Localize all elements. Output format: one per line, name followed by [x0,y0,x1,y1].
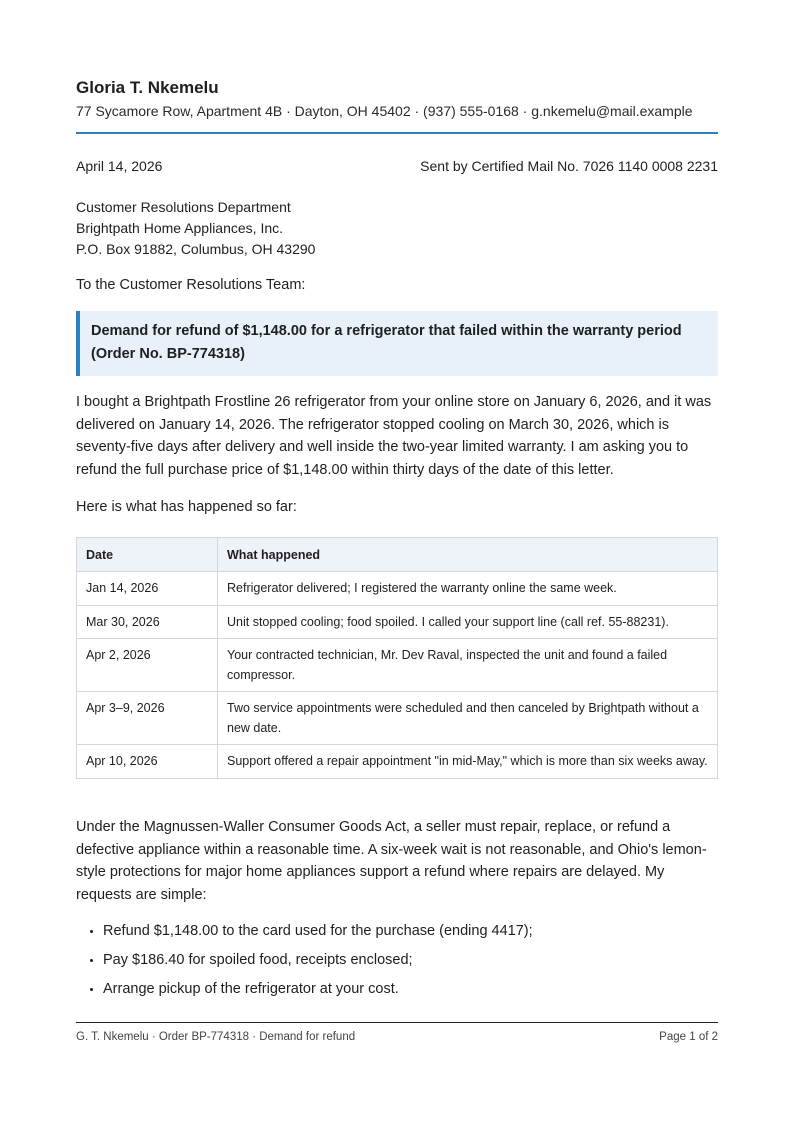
table-row [77,639,718,692]
column-header-date: Date [77,538,218,572]
row-event: Refrigerator delivered; I registered the warranty online the same week. [218,572,718,606]
salutation: To the Customer Resolutions Team: [76,277,306,293]
row-event: Your contracted technician, Mr. Dev Raval, inspected the unit and found a failed compressor. [218,639,718,692]
row-event: Support offered a repair appointment "in mid-May," which is more than six weeks away. [218,745,718,779]
recipient-company: Brightpath Home Appliances, Inc. [76,220,284,236]
table-row [77,572,718,606]
letter-date: April 14, 2026 [76,158,163,174]
legal-paragraph: Under the Magnussen-Waller Consumer Goods Act, a seller must repair, replace, or refund a defective appliance within a reasonable time. A six-week wait is not reasonable, and Ohio's lemon-style protections for major home appliances support a refund where repairs are delayed. My requests are simple: [76,819,707,904]
table-header-row [77,538,718,572]
footer-reference: G. T. Nkemelu · Order BP-774318 · Demand for refund [76,1031,356,1043]
row-date: Apr 2, 2026 [77,639,218,692]
page-number: Page 1 of 2 [659,1031,718,1043]
subject-callout: Demand for refund of $1,148.00 for a refrigerator that failed within the warranty period (Order No. BP-774318) [76,311,718,376]
header-divider [76,132,718,134]
footer-divider [76,1022,718,1023]
row-date: Apr 3–9, 2026 [77,692,218,745]
list-item: • Pay $186.40 for spoiled food, receipts enclosed; [103,949,533,978]
row-date: Apr 10, 2026 [77,745,218,779]
timeline-table [76,537,718,779]
table-row [77,605,718,639]
requests-list [76,920,533,1007]
row-date: Jan 14, 2026 [77,572,218,606]
intro-paragraph: I bought a Brightpath Frostline 26 refrigerator from your online store on January 6, 2026, and it was delivered on January 14, 2026. The refrigerator stopped cooling on March 30, 2026, which is seventy-five days after delivery and well inside the two-year limited warranty. I am asking you to refund the full purchase price of $1,148.00 within thirty days of the date of this letter. [76,394,712,479]
table-row [77,692,718,745]
recipient-block [76,197,315,260]
column-header-event: What happened [218,538,718,572]
timeline-intro: Here is what has happened so far: [76,499,297,515]
sender-name: Gloria T. Nkemelu [76,78,219,97]
list-item: • Refund $1,148.00 to the card used for the purchase (ending 4417); [103,920,533,949]
row-date: Mar 30, 2026 [77,605,218,639]
recipient-address: P.O. Box 91882, Columbus, OH 43290 [76,241,316,257]
row-event: Unit stopped cooling; food spoiled. I called your support line (call ref. 55-88231). [218,605,718,639]
list-item: • Arrange pickup of the refrigerator at your cost. [103,978,533,1007]
certified-mail-note: Sent by Certified Mail No. 7026 1140 0008 2231 [420,158,718,174]
recipient-department: Customer Resolutions Department [76,199,291,215]
table-row [77,745,718,779]
row-event: Two service appointments were scheduled and then canceled by Brightpath without a new date. [218,692,718,745]
sender-address: 77 Sycamore Row, Apartment 4B · Dayton, OH 45402 · (937) 555-0168 · g.nkemelu@mail.example [76,103,693,119]
